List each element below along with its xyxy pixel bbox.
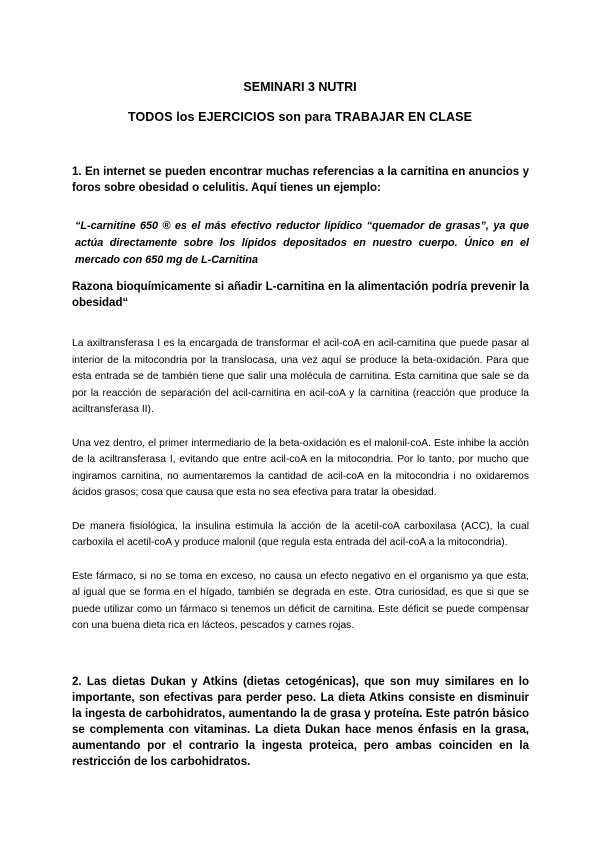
question-1-quote: “L-carnitine 650 ® es el más efectivo reductor lipídico “quemador de grasas”, ya que actúa directamente sobre los lípidos depositados en nuestro cuerpo. Único en el mercado con 650 mg de L-Carnitina (75, 220, 529, 266)
answer-paragraph: Una vez dentro, el primer intermediario de la beta-oxidación es el malonil-coA. Este inhibe la acción de la aciltransferasa I, evitando que entre acil-coA en la mitocondria. Por lo tanto, por mucho que ingiramos carnitina, no aumentaremos la cantidad de acil-coA en la mitocondria i no oxidaremos ácidos grasos; cosa que causa que esta no sea efectiva para tratar la obesidad. (72, 437, 529, 498)
answer-paragraph: La axiltransferasa I es la encargada de transformar el acil-coA en acil-carnitina que puede pasar al interior de la mitocondria por la translocasa, una vez aquí se produce la beta-oxidación. Para que esta entrada se de también tiene que salir una molécula de carnitina. Esta carnitina que sale se da por la reacción de separación del acil-carnitina en acil-coA y la carnitina (reacción que produce la aciltransferasa II). (72, 338, 529, 415)
question-2-prompt: 2. Las dietas Dukan y Atkins (dietas cetogénicas), que son muy similares en lo importante, son efectivas para perder peso. La dieta Atkins consiste en disminuir la ingesta de carbohidratos, aumentando la de grasa y proteína. Este patrón básico se complementa con vitaminas. La dieta Dukan hace menos énfasis en la grasa, aumentando por el contrario la ingesta proteica, pero ambas coinciden en la restricción de los carbohidratos. (72, 675, 529, 768)
answer-paragraph: Este fármaco, si no se toma en exceso, no causa un efecto negativo en el organismo ya que esta, al igual que se forma en el hígado, también se degrada en este. Otra curiosidad, es que si que se puede utilizar como un fármaco si tenemos un déficit de carnitina. Este déficit se puede compensar con una buena dieta rica en lácteos, pescados y carnes rojas. (72, 570, 529, 631)
document-subtitle: TODOS los EJERCICIOS son para TRABAJAR EN CLASE (127, 110, 473, 124)
question-1-prompt: 1. En internet se pueden encontrar muchas referencias a la carnitina en anuncios y foros sobre obesidad o celulitis. Aquí tienes un ejemplo: (72, 166, 529, 194)
answer-paragraph: De manera fisiológica, la insulina estimula la acción de la acetil-coA carboxilasa (ACC), la cual carboxila el acetil-coA y produce malonil (que regula esta entrada del acil-coA a la mitocondria). (72, 520, 529, 548)
document-content (72, 164, 529, 770)
question-1 (72, 164, 529, 635)
document-title: SEMINARI 3 NUTRI (243, 80, 357, 94)
question-1-task: Razona bioquímicamente si añadir L-carnitina en la alimentación podría prevenir la obesidad“ (72, 281, 529, 309)
question-2 (72, 674, 529, 770)
